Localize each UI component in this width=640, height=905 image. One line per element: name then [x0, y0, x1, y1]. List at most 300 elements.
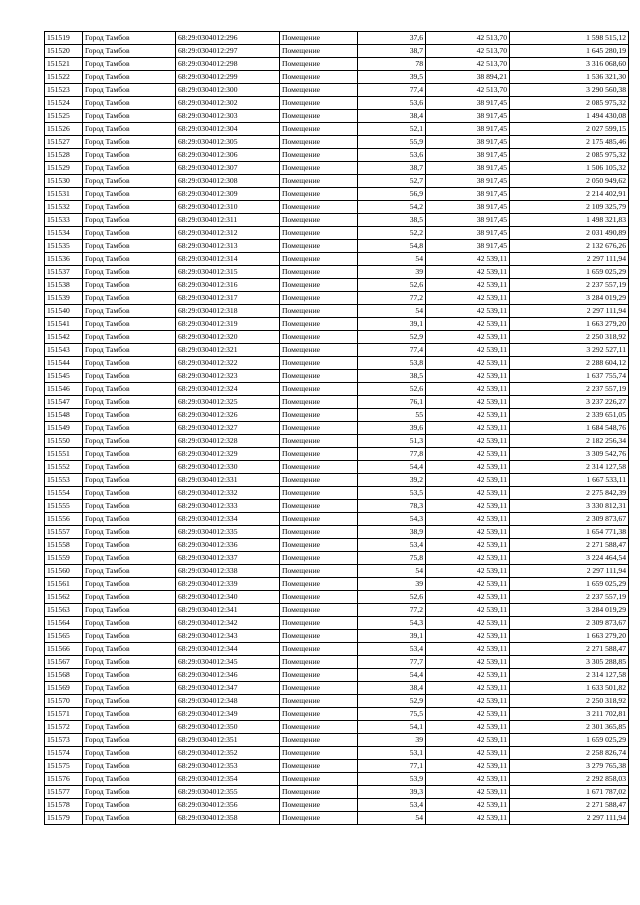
table-row: [45, 487, 629, 500]
cadastral-number-cell: 68:29:0304012:321: [176, 344, 280, 357]
unit-value-cell: 42 539,11: [426, 760, 510, 773]
cadastral-value-cell: 2 031 490,89: [510, 227, 629, 240]
cadastral-number-cell: 68:29:0304012:300: [176, 84, 280, 97]
city-cell: Город Тамбов: [83, 422, 176, 435]
object-type-cell: Помещение: [280, 695, 358, 708]
cadastral-value-cell: 2 237 557,19: [510, 279, 629, 292]
unit-value-cell: 38 917,45: [426, 201, 510, 214]
unit-value-cell: 38 917,45: [426, 214, 510, 227]
cadastral-value-cell: 1 659 025,29: [510, 266, 629, 279]
row-number-cell: 151567: [45, 656, 83, 669]
cadastral-number-cell: 68:29:0304012:305: [176, 136, 280, 149]
city-cell: Город Тамбов: [83, 292, 176, 305]
area-cell: 52,6: [358, 383, 426, 396]
area-cell: 38,7: [358, 45, 426, 58]
area-cell: 38,4: [358, 110, 426, 123]
cadastral-value-cell: 2 271 588,47: [510, 799, 629, 812]
unit-value-cell: 42 539,11: [426, 266, 510, 279]
table-row: [45, 305, 629, 318]
cadastral-number-cell: 68:29:0304012:299: [176, 71, 280, 84]
cadastral-value-cell: 2 339 651,05: [510, 409, 629, 422]
city-cell: Город Тамбов: [83, 799, 176, 812]
unit-value-cell: 42 539,11: [426, 383, 510, 396]
city-cell: Город Тамбов: [83, 344, 176, 357]
cadastral-value-cell: 2 297 111,94: [510, 253, 629, 266]
object-type-cell: Помещение: [280, 786, 358, 799]
object-type-cell: Помещение: [280, 435, 358, 448]
city-cell: Город Тамбов: [83, 526, 176, 539]
table-row: [45, 630, 629, 643]
object-type-cell: Помещение: [280, 656, 358, 669]
object-type-cell: Помещение: [280, 32, 358, 45]
table-row: [45, 97, 629, 110]
city-cell: Город Тамбов: [83, 266, 176, 279]
cadastral-value-cell: 1 536 321,30: [510, 71, 629, 84]
table-row: [45, 812, 629, 825]
city-cell: Город Тамбов: [83, 84, 176, 97]
cadastral-number-cell: 68:29:0304012:313: [176, 240, 280, 253]
unit-value-cell: 42 539,11: [426, 292, 510, 305]
cadastral-number-cell: 68:29:0304012:346: [176, 669, 280, 682]
cadastral-value-cell: 1 637 755,74: [510, 370, 629, 383]
cadastral-value-cell: 3 279 765,38: [510, 760, 629, 773]
object-type-cell: Помещение: [280, 188, 358, 201]
object-type-cell: Помещение: [280, 409, 358, 422]
object-type-cell: Помещение: [280, 305, 358, 318]
city-cell: Город Тамбов: [83, 747, 176, 760]
unit-value-cell: 42 539,11: [426, 734, 510, 747]
cadastral-value-cell: 2 271 588,47: [510, 539, 629, 552]
area-cell: 38,7: [358, 162, 426, 175]
row-number-cell: 151520: [45, 45, 83, 58]
cadastral-value-cell: 2 214 402,91: [510, 188, 629, 201]
table-row: [45, 175, 629, 188]
area-cell: 53,1: [358, 747, 426, 760]
city-cell: Город Тамбов: [83, 669, 176, 682]
object-type-cell: Помещение: [280, 669, 358, 682]
object-type-cell: Помещение: [280, 331, 358, 344]
unit-value-cell: 38 894,21: [426, 71, 510, 84]
object-type-cell: Помещение: [280, 71, 358, 84]
table-row: [45, 747, 629, 760]
object-type-cell: Помещение: [280, 45, 358, 58]
area-cell: 52,1: [358, 123, 426, 136]
cadastral-value-cell: 3 284 019,29: [510, 604, 629, 617]
row-number-cell: 151531: [45, 188, 83, 201]
unit-value-cell: 42 539,11: [426, 396, 510, 409]
city-cell: Город Тамбов: [83, 513, 176, 526]
object-type-cell: Помещение: [280, 97, 358, 110]
table-row: [45, 617, 629, 630]
cadastral-value-cell: 2 132 676,26: [510, 240, 629, 253]
table-row: [45, 188, 629, 201]
city-cell: Город Тамбов: [83, 110, 176, 123]
row-number-cell: 151524: [45, 97, 83, 110]
cadastral-number-cell: 68:29:0304012:355: [176, 786, 280, 799]
table-row: [45, 58, 629, 71]
table-row: [45, 786, 629, 799]
table-row: [45, 773, 629, 786]
row-number-cell: 151571: [45, 708, 83, 721]
cadastral-value-cell: 2 309 873,67: [510, 513, 629, 526]
table-row: [45, 695, 629, 708]
unit-value-cell: 38 917,45: [426, 240, 510, 253]
cadastral-value-cell: 3 290 560,38: [510, 84, 629, 97]
cadastral-number-cell: 68:29:0304012:336: [176, 539, 280, 552]
table-row: [45, 760, 629, 773]
area-cell: 54: [358, 565, 426, 578]
table-row: [45, 656, 629, 669]
row-number-cell: 151575: [45, 760, 83, 773]
object-type-cell: Помещение: [280, 513, 358, 526]
row-number-cell: 151565: [45, 630, 83, 643]
table-row: [45, 734, 629, 747]
table-row: [45, 708, 629, 721]
cadastral-number-cell: 68:29:0304012:354: [176, 773, 280, 786]
object-type-cell: Помещение: [280, 422, 358, 435]
row-number-cell: 151525: [45, 110, 83, 123]
city-cell: Город Тамбов: [83, 617, 176, 630]
area-cell: 53,8: [358, 357, 426, 370]
unit-value-cell: 38 917,45: [426, 149, 510, 162]
unit-value-cell: 42 539,11: [426, 487, 510, 500]
cadastral-value-cell: 1 667 533,11: [510, 474, 629, 487]
cadastral-number-cell: 68:29:0304012:325: [176, 396, 280, 409]
unit-value-cell: 42 539,11: [426, 604, 510, 617]
row-number-cell: 151538: [45, 279, 83, 292]
row-number-cell: 151564: [45, 617, 83, 630]
row-number-cell: 151542: [45, 331, 83, 344]
row-number-cell: 151533: [45, 214, 83, 227]
row-number-cell: 151553: [45, 474, 83, 487]
cadastral-value-cell: 2 175 485,46: [510, 136, 629, 149]
object-type-cell: Помещение: [280, 565, 358, 578]
city-cell: Город Тамбов: [83, 45, 176, 58]
unit-value-cell: 42 539,11: [426, 656, 510, 669]
unit-value-cell: 42 539,11: [426, 682, 510, 695]
cadastral-number-cell: 68:29:0304012:304: [176, 123, 280, 136]
object-type-cell: Помещение: [280, 201, 358, 214]
unit-value-cell: 42 539,11: [426, 370, 510, 383]
cadastral-value-cell: 2 258 826,74: [510, 747, 629, 760]
cadastral-value-cell: 2 050 949,62: [510, 175, 629, 188]
cadastral-number-cell: 68:29:0304012:303: [176, 110, 280, 123]
table-row: [45, 721, 629, 734]
city-cell: Город Тамбов: [83, 214, 176, 227]
cadastral-number-cell: 68:29:0304012:339: [176, 578, 280, 591]
row-number-cell: 151558: [45, 539, 83, 552]
area-cell: 39,3: [358, 786, 426, 799]
area-cell: 78,3: [358, 500, 426, 513]
area-cell: 39,1: [358, 630, 426, 643]
table-row: [45, 422, 629, 435]
table-row: [45, 123, 629, 136]
cadastral-number-cell: 68:29:0304012:342: [176, 617, 280, 630]
city-cell: Город Тамбов: [83, 539, 176, 552]
city-cell: Город Тамбов: [83, 734, 176, 747]
cadastral-number-cell: 68:29:0304012:345: [176, 656, 280, 669]
object-type-cell: Помещение: [280, 175, 358, 188]
city-cell: Город Тамбов: [83, 279, 176, 292]
city-cell: Город Тамбов: [83, 318, 176, 331]
row-number-cell: 151552: [45, 461, 83, 474]
area-cell: 54,4: [358, 669, 426, 682]
area-cell: 77,2: [358, 292, 426, 305]
cadastral-value-cell: 2 250 318,92: [510, 695, 629, 708]
row-number-cell: 151528: [45, 149, 83, 162]
area-cell: 39: [358, 266, 426, 279]
object-type-cell: Помещение: [280, 357, 358, 370]
cadastral-value-cell: 2 271 588,47: [510, 643, 629, 656]
object-type-cell: Помещение: [280, 799, 358, 812]
cadastral-number-cell: 68:29:0304012:316: [176, 279, 280, 292]
row-number-cell: 151570: [45, 695, 83, 708]
cadastral-number-cell: 68:29:0304012:312: [176, 227, 280, 240]
area-cell: 54,3: [358, 617, 426, 630]
cadastral-number-cell: 68:29:0304012:358: [176, 812, 280, 825]
table-row: [45, 604, 629, 617]
area-cell: 38,4: [358, 682, 426, 695]
unit-value-cell: 42 539,11: [426, 474, 510, 487]
cadastral-value-cell: 1 498 321,83: [510, 214, 629, 227]
cadastral-number-cell: 68:29:0304012:326: [176, 409, 280, 422]
city-cell: Город Тамбов: [83, 396, 176, 409]
cadastral-number-cell: 68:29:0304012:302: [176, 97, 280, 110]
city-cell: Город Тамбов: [83, 682, 176, 695]
table-row: [45, 110, 629, 123]
object-type-cell: Помещение: [280, 461, 358, 474]
unit-value-cell: 42 539,11: [426, 552, 510, 565]
city-cell: Город Тамбов: [83, 552, 176, 565]
city-cell: Город Тамбов: [83, 175, 176, 188]
city-cell: Город Тамбов: [83, 32, 176, 45]
cadastral-value-cell: 3 292 527,11: [510, 344, 629, 357]
unit-value-cell: 42 539,11: [426, 344, 510, 357]
row-number-cell: 151556: [45, 513, 83, 526]
area-cell: 52,7: [358, 175, 426, 188]
city-cell: Город Тамбов: [83, 630, 176, 643]
cadastral-number-cell: 68:29:0304012:344: [176, 643, 280, 656]
area-cell: 54,2: [358, 201, 426, 214]
table-row: [45, 149, 629, 162]
unit-value-cell: 38 917,45: [426, 123, 510, 136]
cadastral-value-cell: 1 633 501,82: [510, 682, 629, 695]
unit-value-cell: 38 917,45: [426, 97, 510, 110]
table-row: [45, 500, 629, 513]
cadastral-number-cell: 68:29:0304012:297: [176, 45, 280, 58]
cadastral-number-cell: 68:29:0304012:322: [176, 357, 280, 370]
cadastral-number-cell: 68:29:0304012:306: [176, 149, 280, 162]
cadastral-number-cell: 68:29:0304012:317: [176, 292, 280, 305]
cadastral-value-cell: 2 275 842,39: [510, 487, 629, 500]
row-number-cell: 151534: [45, 227, 83, 240]
table-row: [45, 357, 629, 370]
area-cell: 53,4: [358, 643, 426, 656]
cadastral-value-cell: 2 297 111,94: [510, 812, 629, 825]
unit-value-cell: 42 539,11: [426, 591, 510, 604]
unit-value-cell: 42 539,11: [426, 318, 510, 331]
city-cell: Город Тамбов: [83, 123, 176, 136]
unit-value-cell: 42 539,11: [426, 669, 510, 682]
city-cell: Город Тамбов: [83, 253, 176, 266]
cadastral-number-cell: 68:29:0304012:298: [176, 58, 280, 71]
cadastral-number-cell: 68:29:0304012:350: [176, 721, 280, 734]
cadastral-number-cell: 68:29:0304012:311: [176, 214, 280, 227]
cadastral-number-cell: 68:29:0304012:335: [176, 526, 280, 539]
city-cell: Город Тамбов: [83, 357, 176, 370]
area-cell: 53,4: [358, 799, 426, 812]
table-row: [45, 292, 629, 305]
object-type-cell: Помещение: [280, 708, 358, 721]
area-cell: 39: [358, 734, 426, 747]
unit-value-cell: 42 539,11: [426, 747, 510, 760]
city-cell: Город Тамбов: [83, 162, 176, 175]
table-row: [45, 552, 629, 565]
table-row: [45, 565, 629, 578]
area-cell: 77,7: [358, 656, 426, 669]
row-number-cell: 151547: [45, 396, 83, 409]
object-type-cell: Помещение: [280, 240, 358, 253]
cadastral-value-cell: 1 659 025,29: [510, 578, 629, 591]
object-type-cell: Помещение: [280, 552, 358, 565]
area-cell: 39,2: [358, 474, 426, 487]
object-type-cell: Помещение: [280, 253, 358, 266]
cadastral-number-cell: 68:29:0304012:351: [176, 734, 280, 747]
table-row: [45, 227, 629, 240]
cadastral-number-cell: 68:29:0304012:310: [176, 201, 280, 214]
cadastral-value-cell: 2 237 557,19: [510, 383, 629, 396]
cadastral-value-cell: 3 284 019,29: [510, 292, 629, 305]
cadastral-number-cell: 68:29:0304012:353: [176, 760, 280, 773]
cadastral-number-cell: 68:29:0304012:330: [176, 461, 280, 474]
area-cell: 52,2: [358, 227, 426, 240]
object-type-cell: Помещение: [280, 604, 358, 617]
row-number-cell: 151548: [45, 409, 83, 422]
cadastral-value-cell: 2 314 127,58: [510, 461, 629, 474]
object-type-cell: Помещение: [280, 149, 358, 162]
area-cell: 39,5: [358, 71, 426, 84]
row-number-cell: 151574: [45, 747, 83, 760]
table-row: [45, 71, 629, 84]
city-cell: Город Тамбов: [83, 201, 176, 214]
object-type-cell: Помещение: [280, 578, 358, 591]
object-type-cell: Помещение: [280, 136, 358, 149]
row-number-cell: 151529: [45, 162, 83, 175]
cadastral-number-cell: 68:29:0304012:337: [176, 552, 280, 565]
area-cell: 78: [358, 58, 426, 71]
area-cell: 52,9: [358, 695, 426, 708]
area-cell: 39,6: [358, 422, 426, 435]
unit-value-cell: 38 917,45: [426, 162, 510, 175]
city-cell: Город Тамбов: [83, 812, 176, 825]
area-cell: 51,3: [358, 435, 426, 448]
table-row: [45, 461, 629, 474]
object-type-cell: Помещение: [280, 500, 358, 513]
area-cell: 38,9: [358, 526, 426, 539]
city-cell: Город Тамбов: [83, 58, 176, 71]
table-row: [45, 799, 629, 812]
table-row: [45, 84, 629, 97]
cadastral-value-cell: 3 224 464,54: [510, 552, 629, 565]
cadastral-number-cell: 68:29:0304012:324: [176, 383, 280, 396]
cadastral-number-cell: 68:29:0304012:319: [176, 318, 280, 331]
cadastral-number-cell: 68:29:0304012:333: [176, 500, 280, 513]
row-number-cell: 151537: [45, 266, 83, 279]
cadastral-value-cell: 2 301 365,85: [510, 721, 629, 734]
row-number-cell: 151563: [45, 604, 83, 617]
cadastral-number-cell: 68:29:0304012:320: [176, 331, 280, 344]
area-cell: 77,4: [358, 344, 426, 357]
area-cell: 54,1: [358, 721, 426, 734]
cadastral-number-cell: 68:29:0304012:332: [176, 487, 280, 500]
table-row: [45, 253, 629, 266]
unit-value-cell: 42 539,11: [426, 279, 510, 292]
cadastral-value-cell: 1 654 771,38: [510, 526, 629, 539]
row-number-cell: 151521: [45, 58, 83, 71]
cadastral-value-cell: 2 027 599,15: [510, 123, 629, 136]
table-row: [45, 240, 629, 253]
row-number-cell: 151550: [45, 435, 83, 448]
area-cell: 77,8: [358, 448, 426, 461]
object-type-cell: Помещение: [280, 721, 358, 734]
area-cell: 53,5: [358, 487, 426, 500]
area-cell: 38,5: [358, 214, 426, 227]
row-number-cell: 151579: [45, 812, 83, 825]
area-cell: 54,4: [358, 461, 426, 474]
table-row: [45, 435, 629, 448]
object-type-cell: Помещение: [280, 682, 358, 695]
area-cell: 53,4: [358, 539, 426, 552]
cadastral-value-cell: 1 506 105,32: [510, 162, 629, 175]
table-row: [45, 45, 629, 58]
cadastral-value-cell: 1 684 548,76: [510, 422, 629, 435]
row-number-cell: 151559: [45, 552, 83, 565]
object-type-cell: Помещение: [280, 279, 358, 292]
cadastral-number-cell: 68:29:0304012:347: [176, 682, 280, 695]
cadastral-value-cell: 2 292 858,03: [510, 773, 629, 786]
area-cell: 75,5: [358, 708, 426, 721]
row-number-cell: 151555: [45, 500, 83, 513]
object-type-cell: Помещение: [280, 123, 358, 136]
unit-value-cell: 42 539,11: [426, 643, 510, 656]
object-type-cell: Помещение: [280, 58, 358, 71]
unit-value-cell: 42 539,11: [426, 513, 510, 526]
row-number-cell: 151543: [45, 344, 83, 357]
cadastral-number-cell: 68:29:0304012:352: [176, 747, 280, 760]
object-type-cell: Помещение: [280, 396, 358, 409]
row-number-cell: 151526: [45, 123, 83, 136]
table-row: [45, 474, 629, 487]
cadastral-number-cell: 68:29:0304012:348: [176, 695, 280, 708]
cadastral-number-cell: 68:29:0304012:327: [176, 422, 280, 435]
unit-value-cell: 42 539,11: [426, 812, 510, 825]
cadastral-value-cell: 2 309 873,67: [510, 617, 629, 630]
row-number-cell: 151568: [45, 669, 83, 682]
unit-value-cell: 42 539,11: [426, 708, 510, 721]
object-type-cell: Помещение: [280, 643, 358, 656]
object-type-cell: Помещение: [280, 474, 358, 487]
table-row: [45, 279, 629, 292]
object-type-cell: Помещение: [280, 747, 358, 760]
cadastral-value-cell: 2 288 604,12: [510, 357, 629, 370]
cadastral-number-cell: 68:29:0304012:296: [176, 32, 280, 45]
cadastral-number-cell: 68:29:0304012:329: [176, 448, 280, 461]
cadastral-number-cell: 68:29:0304012:328: [176, 435, 280, 448]
cadastral-number-cell: 68:29:0304012:323: [176, 370, 280, 383]
table-row: [45, 448, 629, 461]
city-cell: Город Тамбов: [83, 786, 176, 799]
cadastral-number-cell: 68:29:0304012:318: [176, 305, 280, 318]
